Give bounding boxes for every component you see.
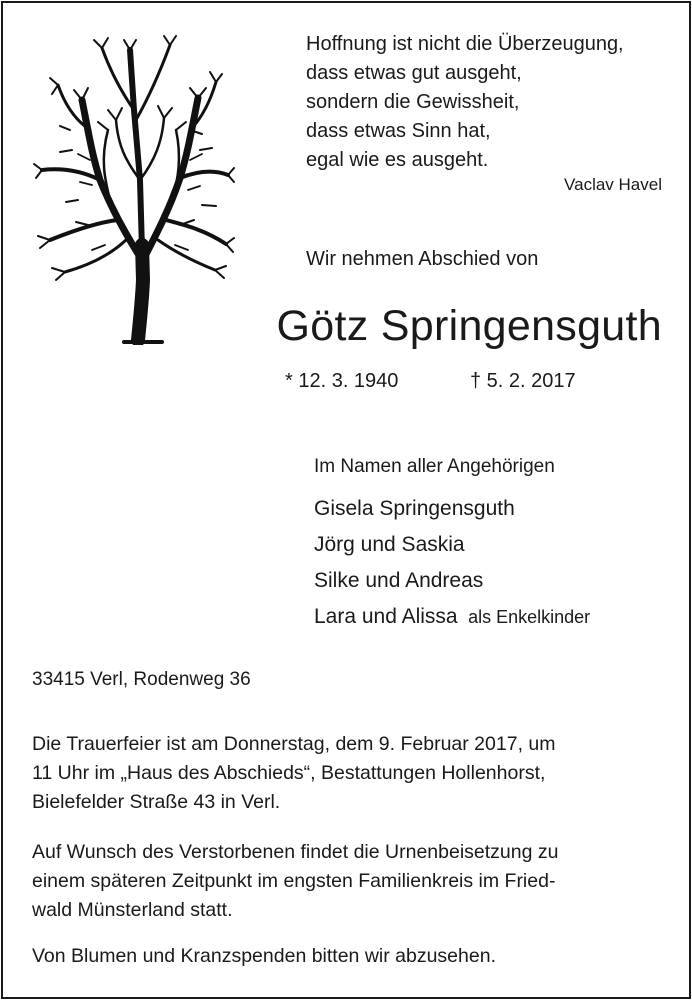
family-member-row	[314, 599, 590, 634]
family-member-note: als Enkelkinder	[468, 607, 591, 627]
paragraph-line: einem späteren Zeitpunkt im engsten Familienkreis im Fried-	[32, 870, 556, 892]
birth-date: * 12. 3. 1940	[285, 370, 399, 392]
quote-line: sondern die Gewissheit,	[306, 91, 520, 113]
ceremony-paragraph	[32, 730, 556, 817]
family-member: Silke und Andreas	[314, 569, 484, 592]
family-member: Jörg und Saskia	[314, 533, 465, 556]
address: 33415 Verl, Rodenweg 36	[32, 669, 251, 690]
paragraph-line: Die Trauerfeier ist am Donnerstag, dem 9. Februar 2017, um	[32, 733, 556, 755]
farewell-intro: Wir nehmen Abschied von	[306, 248, 539, 270]
quote-line: dass etwas Sinn hat,	[306, 120, 491, 142]
paragraph-line: Von Blumen und Kranzspenden bitten wir abzusehen.	[32, 945, 496, 967]
family-member: Gisela Springensguth	[314, 497, 515, 520]
death-date: † 5. 2. 2017	[470, 370, 576, 392]
paragraph-line: wald Münsterland statt.	[32, 899, 233, 921]
paragraph-line: Bielefelder Straße 43 in Verl.	[32, 791, 281, 813]
paragraph-line: Auf Wunsch des Verstorbenen findet die Urnenbeisetzung zu	[32, 841, 559, 863]
burial-paragraph	[32, 838, 558, 925]
bare-tree-icon	[30, 30, 235, 345]
deceased-name: Götz Springensguth	[276, 302, 662, 350]
quote-line: egal wie es ausgeht.	[306, 149, 489, 171]
flowers-paragraph	[32, 942, 496, 971]
family-intro: Im Namen aller Angehörigen	[314, 456, 555, 477]
family-member: Lara und Alissa	[314, 605, 458, 628]
quote-line: Hoffnung ist nicht die Überzeugung,	[306, 33, 624, 55]
quote-author: Vaclav Havel	[564, 175, 662, 194]
paragraph-line: 11 Uhr im „Haus des Abschieds“, Bestattungen Hollenhorst,	[32, 762, 546, 784]
quote-line: dass etwas gut ausgeht,	[306, 62, 522, 84]
